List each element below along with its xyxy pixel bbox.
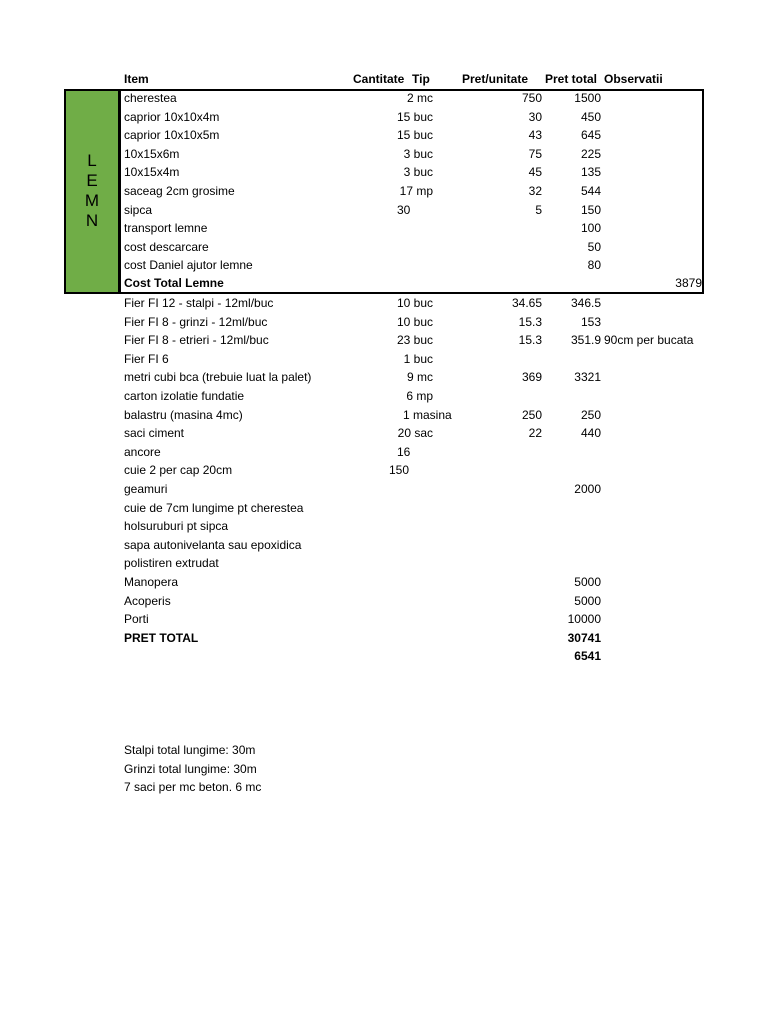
lemn-label-letter: E (86, 171, 98, 190)
header-pret-total: Pret total (545, 72, 598, 86)
lemn-pret-total: 645 (580, 128, 601, 143)
header-item: Item (124, 72, 149, 86)
cost-total-lemne-value: 3879 (675, 276, 702, 290)
table-row-pret-total: 10000 (567, 612, 601, 627)
table-row-item: Porti (124, 612, 149, 627)
header-tip: Tip (412, 72, 430, 86)
table-row-pret-total: 30741 (567, 630, 601, 645)
lemn-cantitate: 17 mp (399, 184, 433, 198)
lemn-cantitate: 2 mc (406, 91, 433, 105)
table-row-pret-unitate: 15.3 (518, 314, 542, 329)
table-row-pret-total: 5000 (574, 575, 601, 589)
lemn-label-text (66, 151, 118, 231)
table-row-pret-total: 2000 (574, 482, 601, 496)
table-row-cantitate: 23 buc (396, 333, 433, 348)
table-row-cantitate: 1 masina (403, 407, 452, 422)
table-row-cantitate: 150 (389, 463, 410, 478)
lemn-cantitate: 15 buc (396, 109, 433, 124)
cost-total-lemne-label: Cost Total Lemne (124, 276, 224, 290)
table-row-pret-total: 5000 (574, 593, 601, 608)
lemn-pret-unitate: 75 (528, 146, 542, 161)
lemn-item: 10x15x4m (124, 165, 180, 180)
lemn-item: transport lemne (124, 221, 208, 236)
table-row-pret-total: 250 (580, 407, 601, 422)
lemn-pret-total: 544 (580, 184, 601, 198)
lemn-section-label (64, 89, 120, 294)
lemn-pret-unitate: 750 (521, 91, 542, 105)
table-row-cantitate: 1 buc (403, 351, 433, 366)
table-row-item: sapa autonivelanta sau epoxidica (124, 537, 302, 552)
lemn-item: saceag 2cm grosime (124, 184, 235, 198)
table-row-item: PRET TOTAL (124, 630, 199, 645)
lemn-item: cherestea (124, 91, 177, 105)
table-row-cantitate: 10 buc (396, 314, 433, 329)
header-cantitate: Cantitate (353, 72, 405, 86)
lemn-pret-total: 150 (580, 202, 601, 217)
lemn-label-letter: L (87, 151, 97, 170)
table-row-item: Fier FI 6 (124, 351, 169, 366)
table-row-pret-total: 3321 (574, 370, 601, 385)
note-line: Stalpi total lungime: 30m (124, 743, 256, 757)
table-row-item: saci ciment (124, 426, 185, 441)
table-row-cantitate: 16 (397, 444, 411, 459)
table-row-pret-total: 6541 (574, 649, 601, 664)
table-row-pret-total: 440 (580, 426, 601, 441)
table-row-item: balastru (masina 4mc) (124, 407, 243, 422)
lemn-cantitate: 3 buc (403, 165, 433, 180)
table-row-pret-total: 346.5 (570, 296, 601, 310)
lemn-pret-unitate: 32 (528, 184, 542, 198)
table-row-item: Fier FI 8 - etrieri - 12ml/buc (124, 333, 269, 348)
lemn-label-letter: M (84, 191, 100, 210)
lemn-item: cost Daniel ajutor lemne (124, 258, 253, 273)
lemn-pret-total: 100 (580, 221, 601, 236)
header-pret-unitate: Pret/unitate (462, 72, 529, 86)
table-row-item: ancore (124, 444, 161, 459)
lemn-label-letter: N (85, 211, 99, 230)
table-row-item: metri cubi bca (trebuie luat la palet) (124, 370, 312, 385)
lemn-item: caprior 10x10x5m (124, 128, 220, 143)
lemn-item: cost descarcare (124, 239, 209, 254)
table-row-item: geamuri (124, 482, 168, 496)
table-row-observatii: 90cm per bucata (604, 333, 694, 348)
table-row-item: cuie 2 per cap 20cm (124, 463, 233, 478)
table-row-item: polistiren extrudat (124, 556, 219, 571)
table-row-pret-total: 153 (580, 314, 601, 329)
lemn-pret-unitate: 30 (528, 109, 542, 124)
table-row-item: carton izolatie fundatie (124, 389, 245, 403)
lemn-pret-total: 135 (580, 165, 601, 180)
table-row-item: holsuruburi pt sipca (124, 519, 229, 534)
lemn-pret-unitate: 5 (535, 202, 542, 217)
table-row-item: Manopera (124, 575, 179, 589)
table-row-pret-unitate: 34.65 (511, 296, 542, 310)
lemn-pret-total: 1500 (574, 91, 601, 105)
note-line: Grinzi total lungime: 30m (124, 761, 257, 776)
lemn-cantitate: 3 buc (403, 146, 433, 161)
lemn-pret-total: 225 (580, 146, 601, 161)
table-row-cantitate: 10 buc (396, 296, 433, 310)
header-observatii: Observatii (604, 72, 663, 86)
table-row-item: Fier FI 8 - grinzi - 12ml/buc (124, 314, 268, 329)
note-line: 7 saci per mc beton. 6 mc (124, 780, 262, 795)
lemn-pret-unitate: 43 (528, 128, 542, 143)
lemn-pret-total: 80 (587, 258, 601, 273)
lemn-item: 10x15x6m (124, 146, 180, 161)
table-row-item: Acoperis (124, 593, 171, 608)
table-row-pret-unitate: 369 (521, 370, 542, 385)
lemn-cantitate: 30 (397, 202, 411, 217)
lemn-pret-total: 450 (580, 109, 601, 124)
table-row-pret-total: 351.9 (570, 333, 601, 348)
lemn-cantitate: 15 buc (396, 128, 433, 143)
table-row-cantitate: 9 mc (406, 370, 433, 385)
lemn-item: sipca (124, 202, 153, 217)
lemn-item: caprior 10x10x4m (124, 109, 220, 124)
table-row-cantitate: 6 mp (406, 389, 433, 403)
table-row-item: cuie de 7cm lungime pt cherestea (124, 500, 304, 515)
lemn-pret-unitate: 45 (528, 165, 542, 180)
table-row-pret-unitate: 15.3 (518, 333, 542, 348)
table-row-pret-unitate: 250 (521, 407, 542, 422)
table-row-item: Fier FI 12 - stalpi - 12ml/buc (124, 296, 274, 310)
table-row-cantitate: 20 sac (397, 426, 433, 441)
table-row-pret-unitate: 22 (528, 426, 542, 441)
lemn-pret-total: 50 (587, 239, 601, 254)
